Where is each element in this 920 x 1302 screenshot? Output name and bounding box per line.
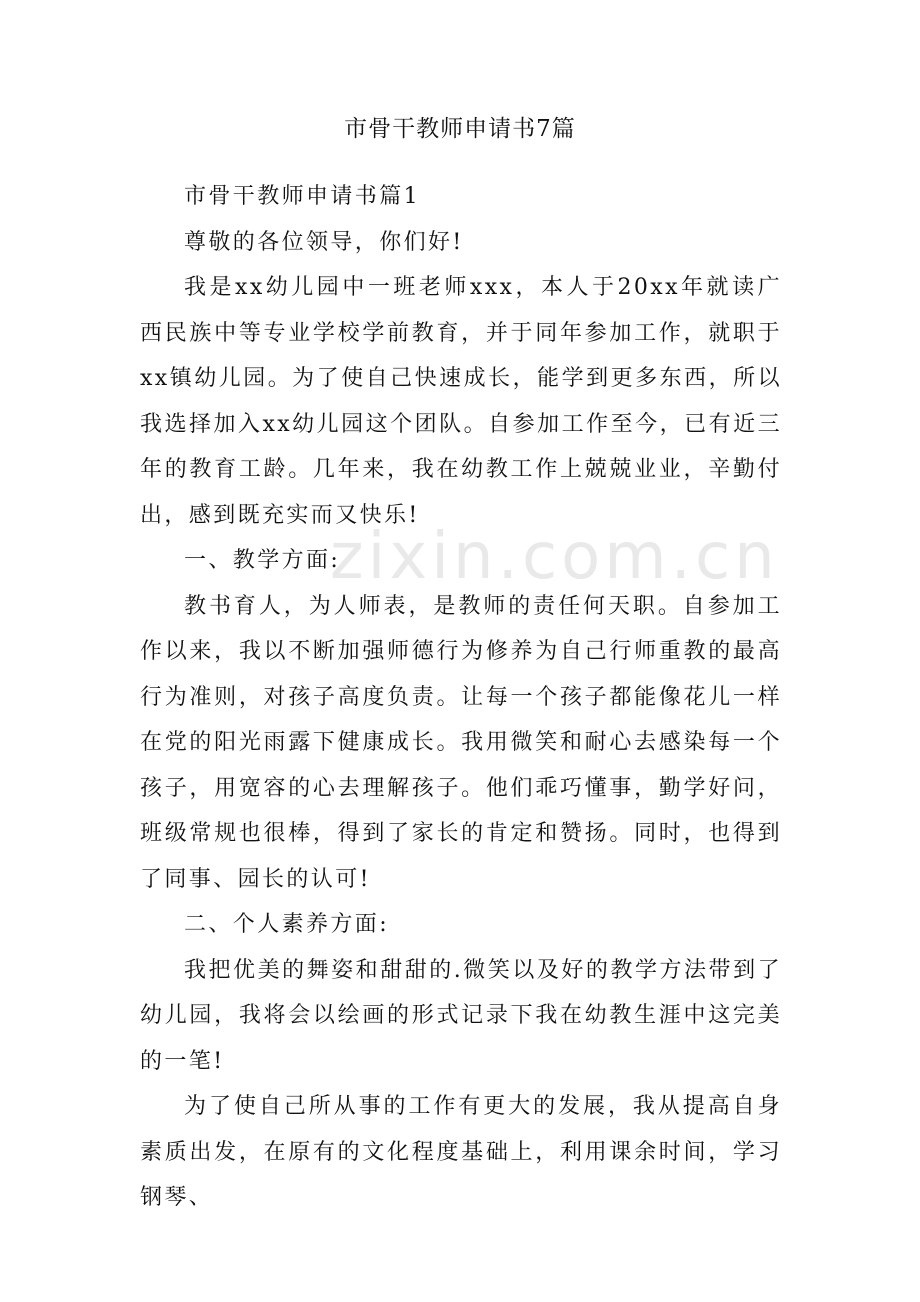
subheading-teaching: 一、教学方面: [184, 548, 341, 573]
document-body [140, 174, 782, 1221]
salutation: 尊敬的各位领导，你们好! [184, 229, 464, 255]
paragraph: 我是xx幼儿园中一班老师xxx，本人于20xx年就读广西民族中等专业学校学前教育，并于同年参加工作，就职于xx镇幼儿园。为了使自己快速成长，能学到更多东西，所以我选择加入xx幼儿园这个团队。自参加工作至今，已有近三年的教育工龄。几年来，我在幼教工作上兢兢业业，辛勤付出，感到既充实而又快乐! [140, 275, 782, 528]
paragraph: 为了使自己所从事的工作有更大的发展，我从提高自身素质出发，在原有的文化程度基础上，利用课余时间，学习钢琴、 [140, 1094, 782, 1210]
document-title: 市骨干教师申请书7篇 [344, 116, 576, 142]
paragraph: 我把优美的舞姿和甜甜的.微笑以及好的教学方法带到了幼儿园，我将会以绘画的形式记录下我在幼教生涯中这完美的一笔! [140, 957, 782, 1074]
subheading-personal: 二、个人素养方面: [184, 912, 390, 937]
section-heading: 市骨干教师申请书篇1 [184, 184, 420, 209]
paragraph: 教书育人，为人师表，是教师的责任何天职。自参加工作以来，我以不断加强师德行为修养为自己行师重教的最高行为准则，对孩子高度负责。让每一个孩子都能像花儿一样在党的阳光雨露下健康成长。我用微笑和耐心去感染每一个孩子，用宽容的心去理解孩子。他们乖巧懂事，勤学好问，班级常规也很棒，得到了家长的肯定和赞扬。同时，也得到了同事、园长的认可! [140, 593, 782, 892]
watermark: zixin.com.cn [330, 520, 779, 594]
